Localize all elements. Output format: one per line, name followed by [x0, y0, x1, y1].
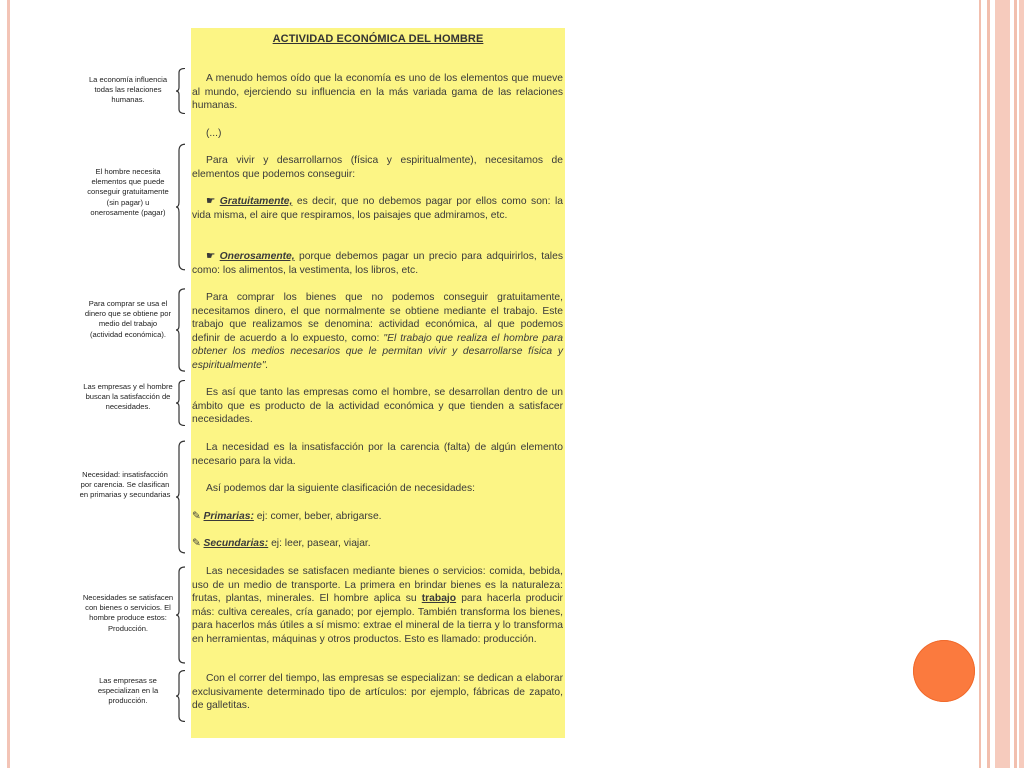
paragraph-need-definition: La necesidad es la insatisfacción por la carencia (falta) de algún elemento necesario para la vida.: [192, 442, 563, 467]
margin-note: El hombre necesita elementos que puede conseguir gratuitamente (sin pagar) u onerosamente (pagar): [87, 167, 169, 217]
right-border-stripe: [979, 0, 981, 768]
paragraph-secondary: [192, 537, 563, 551]
paragraph-needs: Para vivir y desarrollarnos (física y espiritualmente), necesitamos de elementos que podemos conseguir:: [192, 155, 563, 180]
paragraph-paid: [192, 250, 563, 277]
right-border-stripe: [987, 0, 990, 768]
paragraph-work: [192, 291, 563, 373]
text-work: Para comprar los bienes que no podemos conseguir gratuitamente, necesitamos dinero, el que normalmente se obtiene mediante el trabajo. Este trabajo que realizamos se denomina: actividad económica, al que podemos definir de acuerdo a lo expuesto, como:: [192, 292, 563, 344]
text-primarias: ej: comer, beber, abrigarse.: [256, 511, 382, 522]
left-border-line: [7, 0, 10, 768]
brace: [176, 68, 186, 114]
pointing-hand-icon: ☛: [206, 251, 216, 262]
pencil-icon: ✎: [192, 511, 201, 522]
margin-note: La economía influencia todas las relaciones humanas.: [88, 75, 168, 105]
brace: [176, 566, 186, 664]
paragraph-classification: Así podemos dar la siguiente clasificación de necesidades:: [206, 483, 476, 494]
pencil-icon: ✎: [192, 538, 201, 549]
text-secundarias: ej: leer, pasear, viajar.: [271, 538, 371, 549]
margin-note: Necesidades se satisfacen con bienes o servicios. El hombre produce estos: Producción.: [82, 593, 174, 633]
pointing-hand-icon: ☛: [206, 196, 216, 207]
right-border-stripe: [1014, 0, 1017, 768]
brace: [176, 440, 186, 554]
margin-note: Necesidad: insatisfacción por carencia. Se clasifican en primarias y secundarias: [79, 470, 171, 500]
text-onerosamente: porque debemos pagar un precio para adquirirlos, tales como: los alimentos, la vestimenta, los libros, etc.: [192, 251, 563, 276]
paragraph-primary: [192, 510, 563, 524]
right-border-stripe: [1019, 0, 1024, 768]
text-production-c: para hacerla producir más: cultiva cereales, cría ganado; por ejemplo. También transforma los bienes, para hacerlos más útiles a sí mismo: extrae el mineral de la tierra y lo transforma en herramientas, máquinas y otros productos. Esto es llamado: producción.: [192, 593, 563, 645]
paragraph-ellipsis: (...): [206, 128, 222, 139]
label-onerosamente: Onerosamente,: [219, 251, 295, 262]
text-gratuitamente: es decir, que no debemos pagar por ellos como son: la vida misma, el aire que respiramos, los paisajes que admiramos, etc.: [192, 196, 563, 221]
paragraph-economy: A menudo hemos oído que la economía es uno de los elementos que mueve al mundo, ejerciendo su influencia en la más variada gama de las relaciones humanas.: [192, 73, 563, 112]
paragraph-specialization: Con el correr del tiempo, las empresas se especializan: se dedican a elaborar exclusivamente determinado tipo de artículos: por ejemplo, fábricas de zapato, de galletitas.: [192, 673, 563, 712]
brace: [176, 380, 186, 426]
text-work-definition: "El trabajo que realiza el hombre para obtener los medios necesarios que le permitan vivir y desarrollarse física y espiritualmente".: [192, 332, 563, 371]
paragraph-free: [192, 195, 563, 222]
right-border-stripe: [995, 0, 1010, 768]
margin-note: Las empresas y el hombre buscan la satisfacción de necesidades.: [83, 382, 173, 412]
paragraph-companies: Es así que tanto las empresas como el hombre, se desarrollan dentro de un ámbito que es producto de la actividad económica y que tienden a satisfacer necesidades.: [192, 387, 563, 426]
brace: [176, 143, 186, 271]
label-primarias: Primarias:: [203, 511, 254, 522]
margin-note: Para comprar se usa el dinero que se obtiene por medio del trabajo (actividad económica).: [84, 299, 172, 339]
text-production-trabajo: trabajo: [421, 593, 457, 605]
document-title: ACTIVIDAD ECONÓMICA DEL HOMBRE: [272, 33, 484, 45]
label-secundarias: Secundarias:: [203, 538, 269, 549]
orange-circle-decoration: [913, 640, 975, 702]
brace: [176, 288, 186, 372]
text-production-a: Las necesidades se satisfacen mediante bienes o servicios: comida, bebida, uso de un medio de transporte. La primera en brindar bienes es la naturaleza: frutas, plantas, minerales. El hombre aplica su: [192, 566, 563, 605]
margin-note: Las empresas se especializan en la producción.: [97, 676, 159, 706]
paragraph-production: [192, 565, 563, 647]
scanned-document-page: [191, 28, 565, 738]
label-gratuitamente: Gratuitamente,: [219, 196, 293, 207]
brace: [176, 670, 186, 722]
